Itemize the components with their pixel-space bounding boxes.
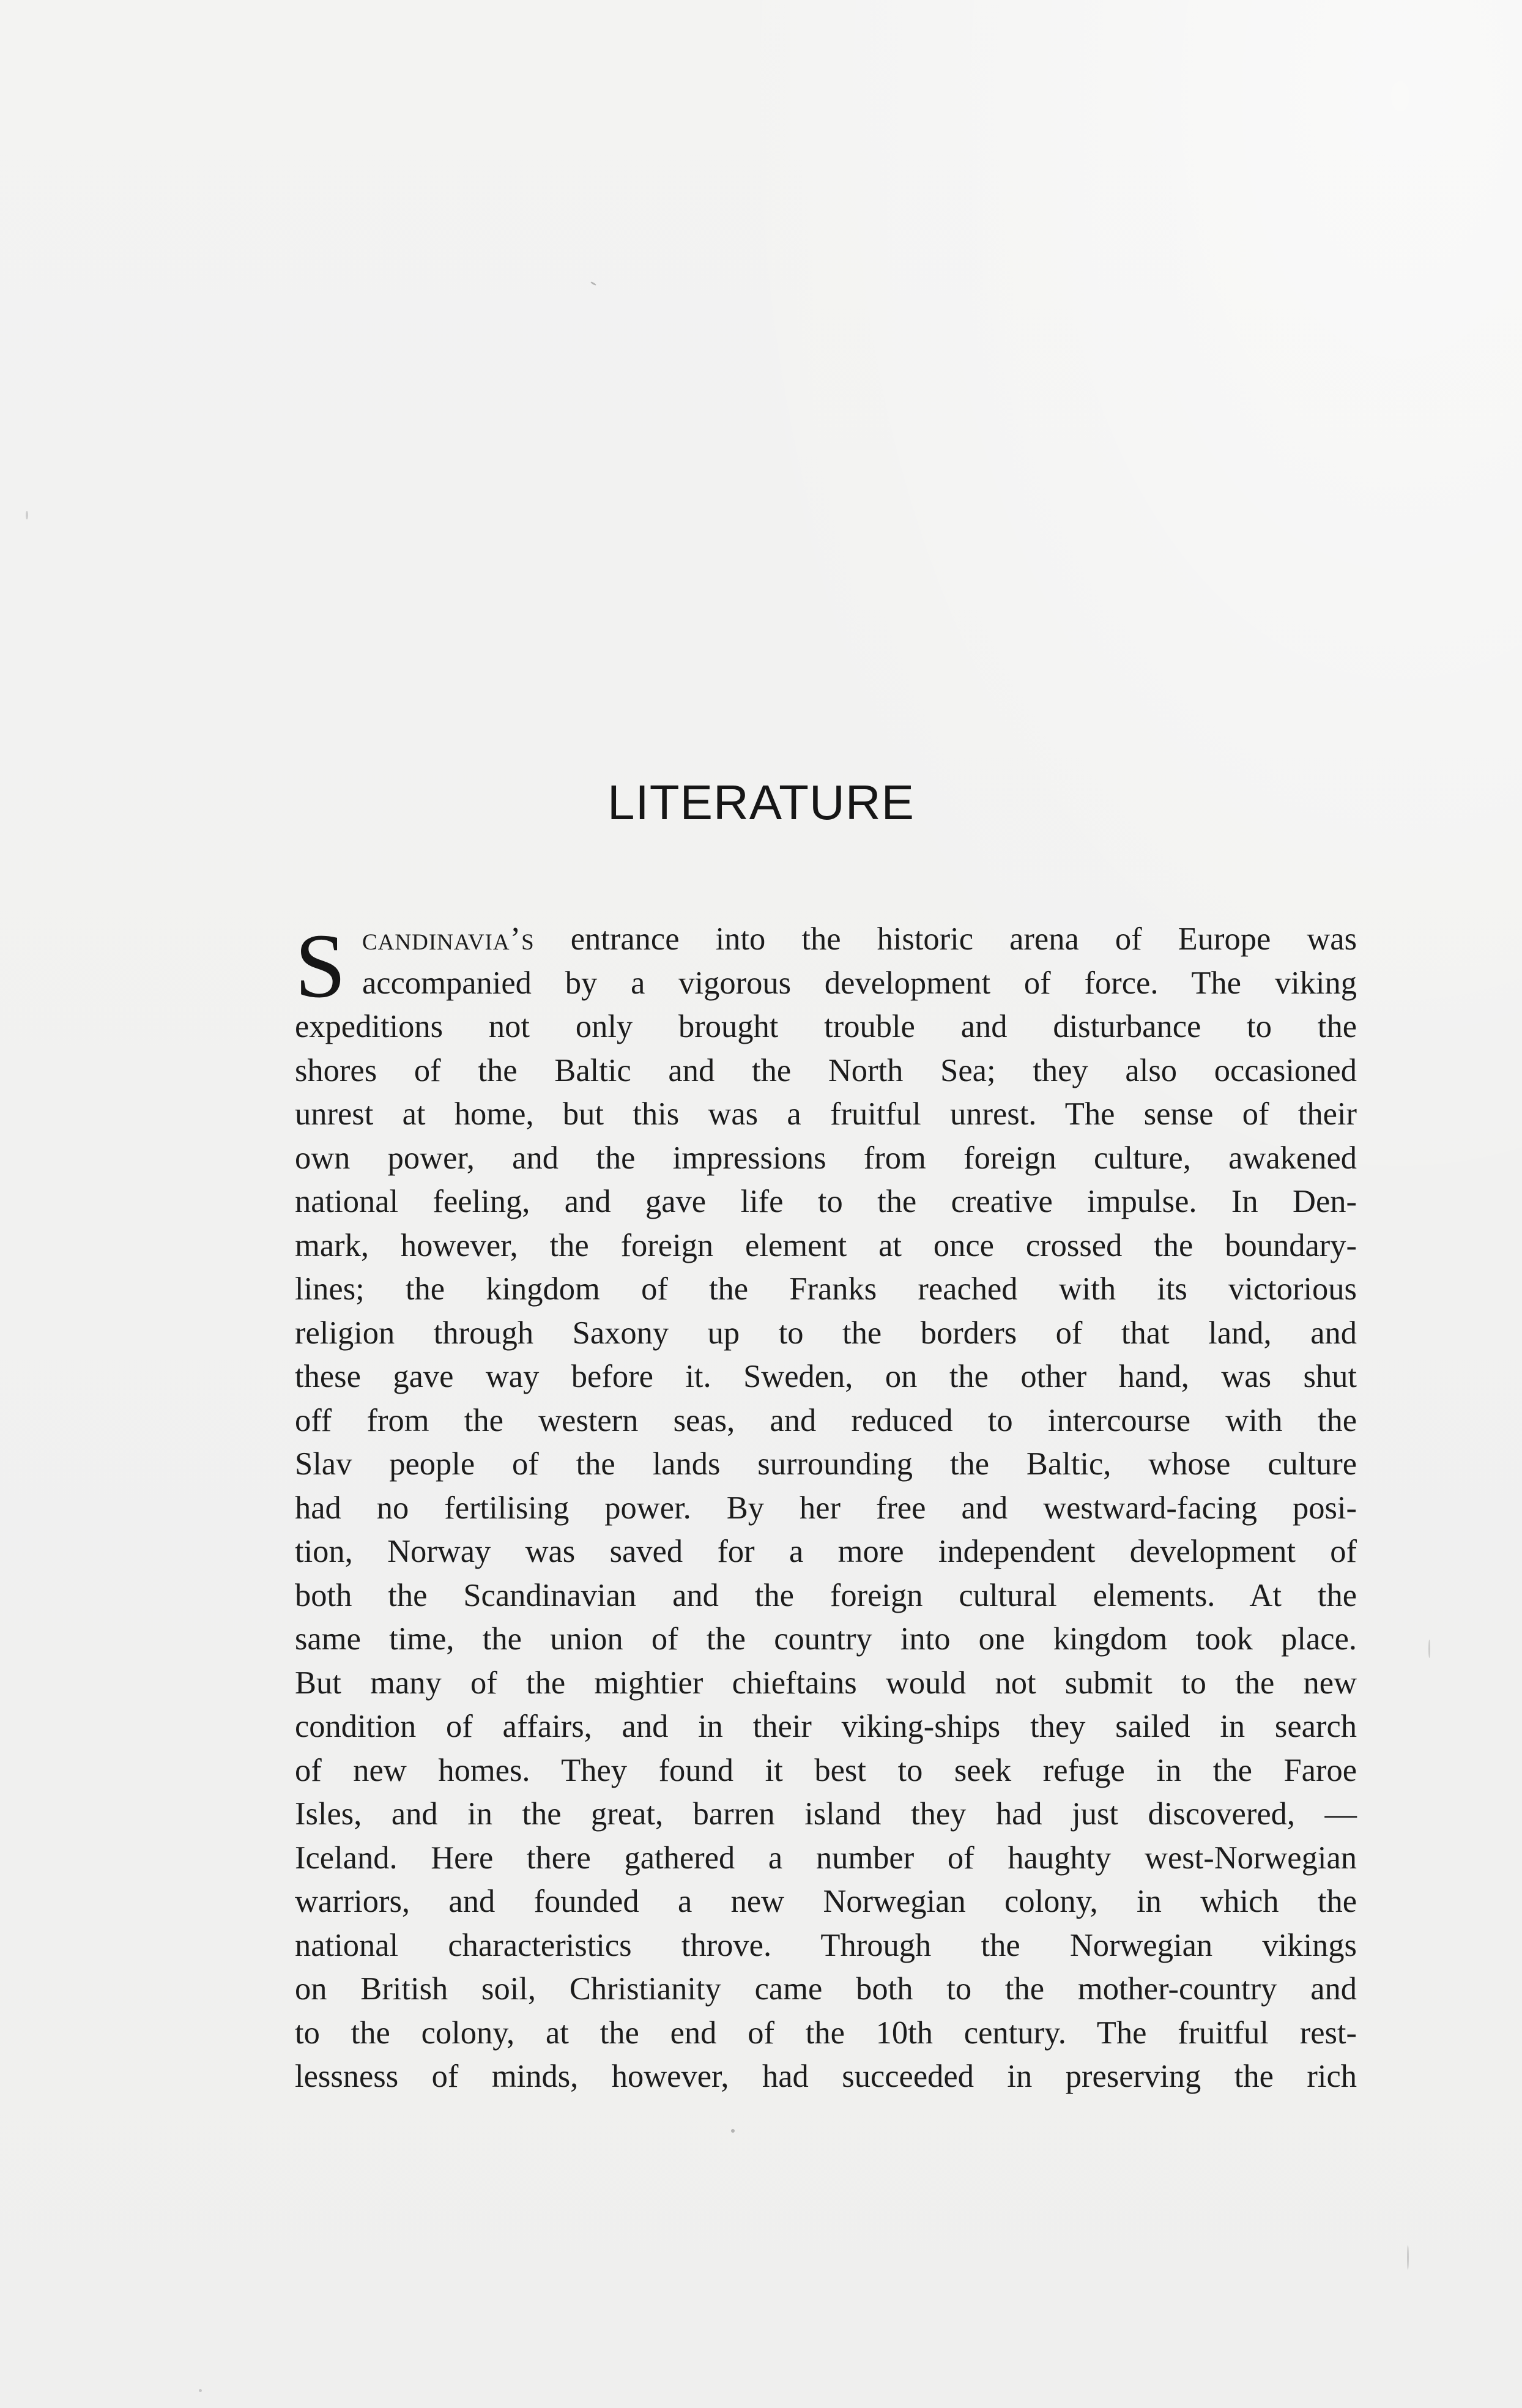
text-line-27: lessness of minds, however, had succeeded in preserving the rich (295, 2059, 1357, 2094)
text-line-19: condition of affairs, and in their viking-ships they sailed in search (295, 1709, 1357, 1744)
text-line-14: had no fertilising power. By her free and westward-facing posi- (295, 1490, 1357, 1526)
paper-speck (590, 281, 596, 286)
drop-cap: S (295, 915, 346, 1017)
text-line-22: Iceland. Here there gathered a number of haughty west-Norwegian (295, 1840, 1357, 1876)
paper-speck (26, 511, 28, 519)
text-line-5: unrest at home, but this was a fruitful unrest. The sense of their (295, 1096, 1357, 1132)
text-line-13: Slav people of the lands surrounding the Baltic, whose culture (295, 1446, 1357, 1482)
text-line-1 (295, 918, 1357, 962)
paper-speck (1407, 2245, 1409, 2270)
text-line-18: But many of the mightier chieftains would not submit to the new (295, 1665, 1357, 1701)
text-line-7: national feeling, and gave life to the creative impulse. In Den- (295, 1184, 1357, 1219)
text-line-21: Isles, and in the great, barren island they had just discovered, — (295, 1796, 1357, 1832)
text-line-23: warriors, and founded a new Norwegian colony, in which the (295, 1884, 1357, 1919)
text-line-3: expeditions not only brought trouble and disturbance to the (295, 1009, 1357, 1044)
text-line-20: of new homes. They found it best to seek refuge in the Faroe (295, 1752, 1357, 1788)
text-line-26: to the colony, at the end of the 10th century. The fruitful rest- (295, 2015, 1357, 2051)
first-word-smallcaps: candinavia’s (362, 921, 535, 957)
paper-speck (199, 2389, 202, 2392)
text-line-10: religion through Saxony up to the borders of that land, and (295, 1315, 1357, 1351)
text-line-4: shores of the Baltic and the North Sea; they also occasioned (295, 1052, 1357, 1088)
text-line-16: both the Scandinavian and the foreign cultural elements. At the (295, 1577, 1357, 1613)
text-line-9: lines; the kingdom of the Franks reached with its victorious (295, 1271, 1357, 1307)
text-line-15: tion, Norway was saved for a more independent development of (295, 1534, 1357, 1569)
paper-speck (731, 2129, 735, 2133)
text-line-25: on British soil, Christianity came both to the mother-country and (295, 1971, 1357, 2007)
text-line-11: these gave way before it. Sweden, on the other hand, was shut (295, 1359, 1357, 1394)
text-line-2: accompanied by a vigorous development of force. The viking (362, 965, 1357, 1001)
paper-speck (1428, 1640, 1430, 1658)
text-line-17: same time, the union of the country into one kingdom took place. (295, 1621, 1357, 1657)
text-line-1-rest: entrance into the historic arena of Europe was (534, 921, 1357, 957)
text-line-6: own power, and the impressions from foreign culture, awakened (295, 1140, 1357, 1176)
body-paragraph (295, 915, 1357, 2099)
text-line-24: national characteristics throve. Through the Norwegian vikings (295, 1927, 1357, 1963)
chapter-title: LITERATURE (607, 775, 915, 830)
text-line-8: mark, however, the foreign element at once crossed the boundary- (295, 1227, 1357, 1263)
text-line-12: off from the western seas, and reduced to intercourse with the (295, 1402, 1357, 1438)
